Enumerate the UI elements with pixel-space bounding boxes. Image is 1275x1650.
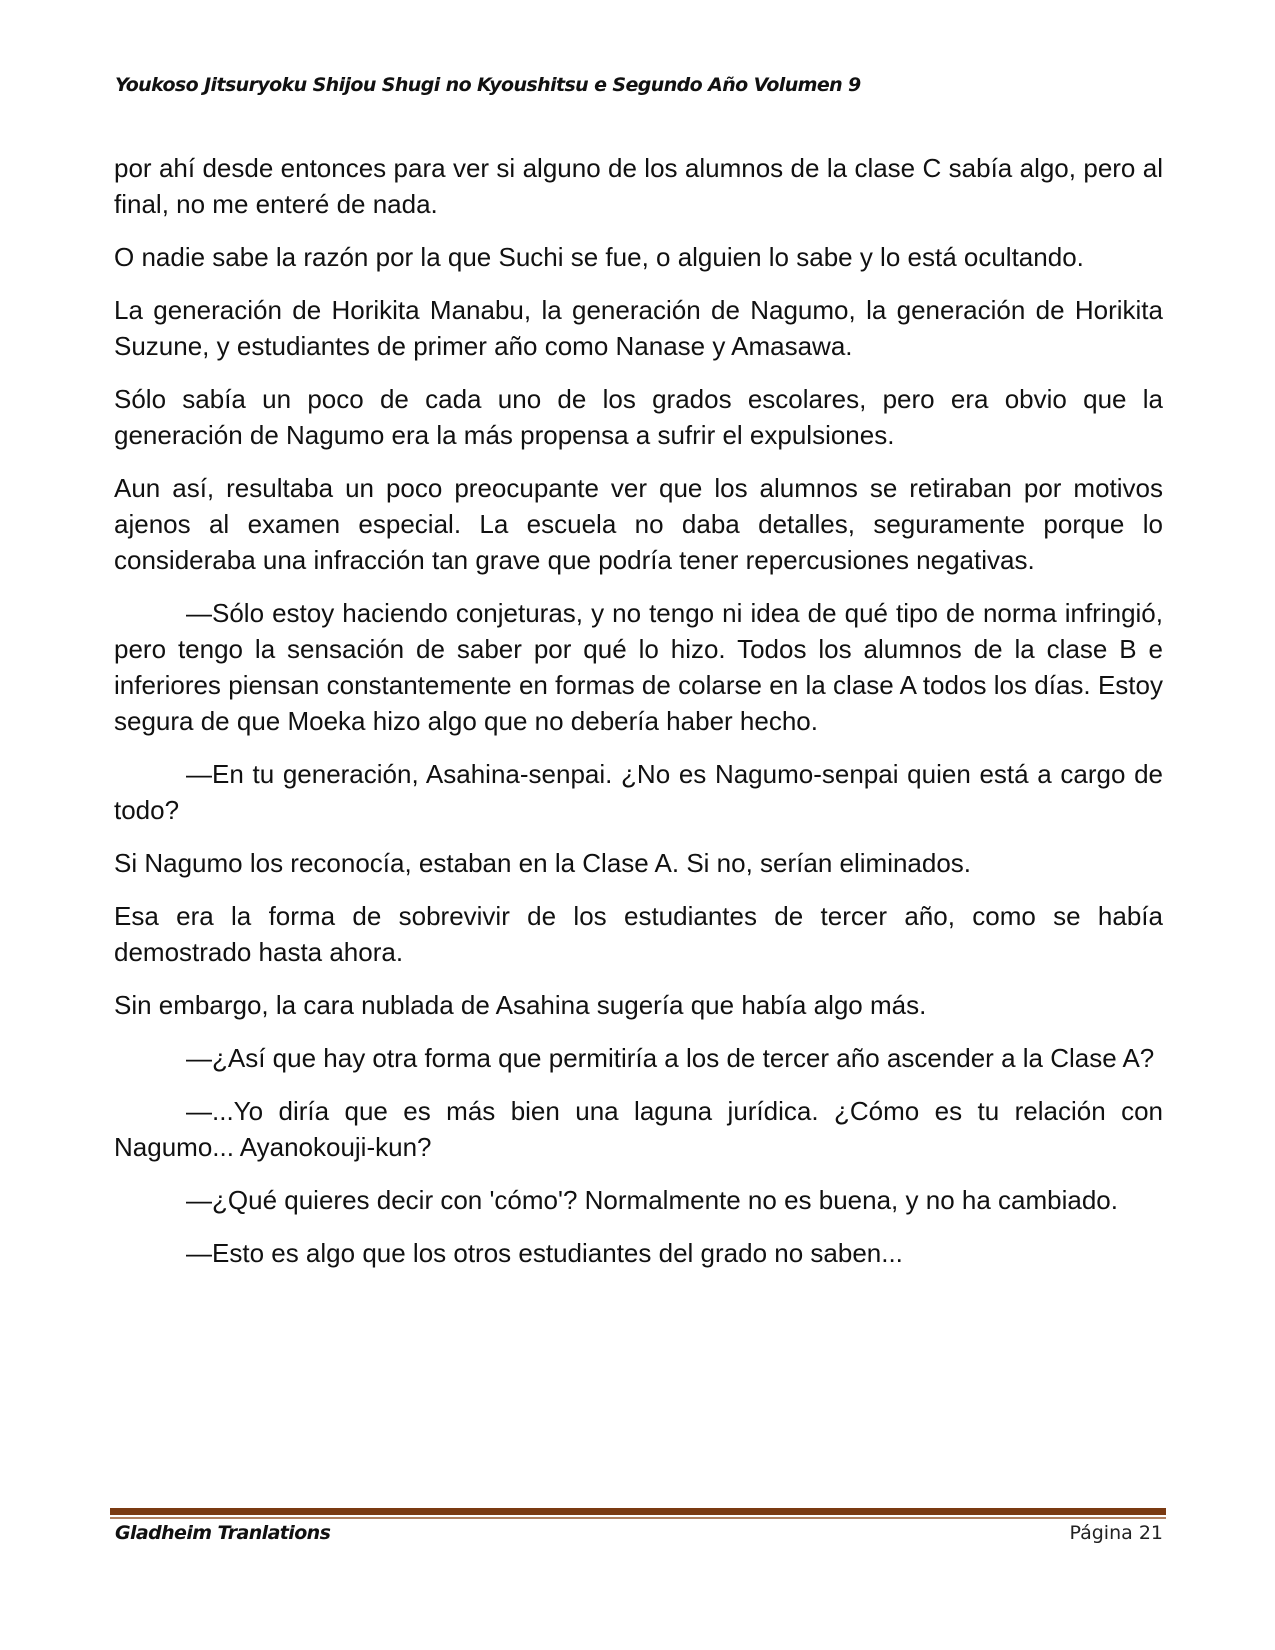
paragraph: Sólo sabía un poco de cada uno de los grados escolares, pero era obvio que la generación de Nagumo era la más propensa a sufrir el expulsiones. — [114, 384, 1163, 450]
paragraph: Aun así, resultaba un poco preocupante ver que los alumnos se retiraban por motivos ajenos al examen especial. La escuela no daba detalles, seguramente porque lo consideraba una infracción tan grave que podría tener repercusiones negativas. — [114, 473, 1163, 575]
paragraph: Sin embargo, la cara nublada de Asahina sugería que había algo más. — [114, 990, 927, 1020]
footer-divider — [110, 1508, 1166, 1515]
dialogue-paragraph: —¿Qué quieres decir con 'cómo'? Normalmente no es buena, y no ha cambiado. — [186, 1185, 1118, 1215]
page-number — [1069, 1522, 1163, 1544]
dialogue-paragraph: —¿Así que hay otra forma que permitiría a los de tercer año ascender a la Clase A? — [186, 1043, 1155, 1073]
dialogue-paragraph: —En tu generación, Asahina-senpai. ¿No es Nagumo-senpai quien está a cargo de todo? — [114, 759, 1163, 825]
paragraph: por ahí desde entonces para ver si alguno de los alumnos de la clase C sabía algo, pero al final, no me enteré de nada. — [114, 153, 1163, 219]
footer-credit: Gladheim Tranlations — [115, 1522, 331, 1544]
dialogue-paragraph: —Sólo estoy haciendo conjeturas, y no tengo ni idea de qué tipo de norma infringió, pero tengo la sensación de saber por qué lo hizo. Todos los alumnos de la clase B e inferiores piensan constantemente en formas de colarse en la clase A todos los días. Estoy segura de que Moeka hizo algo que no debería haber hecho. — [114, 598, 1163, 736]
footer-divider-thin — [110, 1517, 1166, 1519]
paragraph: O nadie sabe la razón por la que Suchi se fue, o alguien lo sabe y lo está ocultando. — [114, 242, 1084, 272]
page-number-value: 21 — [1138, 1522, 1163, 1544]
running-header: Youkoso Jitsuryoku Shijou Shugi no Kyoushitsu e Segundo Año Volumen 9 — [115, 74, 861, 96]
paragraph: Si Nagumo los reconocía, estaban en la Clase A. Si no, serían eliminados. — [114, 848, 972, 878]
paragraph: La generación de Horikita Manabu, la generación de Nagumo, la generación de Horikita Suzune, y estudiantes de primer año como Nanase y Amasawa. — [114, 295, 1163, 361]
dialogue-paragraph: —...Yo diría que es más bien una laguna jurídica. ¿Cómo es tu relación con Nagumo... Ayanokouji-kun? — [114, 1096, 1163, 1162]
page-body — [114, 150, 1163, 1288]
paragraph: Esa era la forma de sobrevivir de los estudiantes de tercer año, como se había demostrado hasta ahora. — [114, 901, 1163, 967]
dialogue-paragraph: —Esto es algo que los otros estudiantes del grado no saben... — [186, 1238, 903, 1268]
page-label: Página — [1069, 1522, 1133, 1544]
